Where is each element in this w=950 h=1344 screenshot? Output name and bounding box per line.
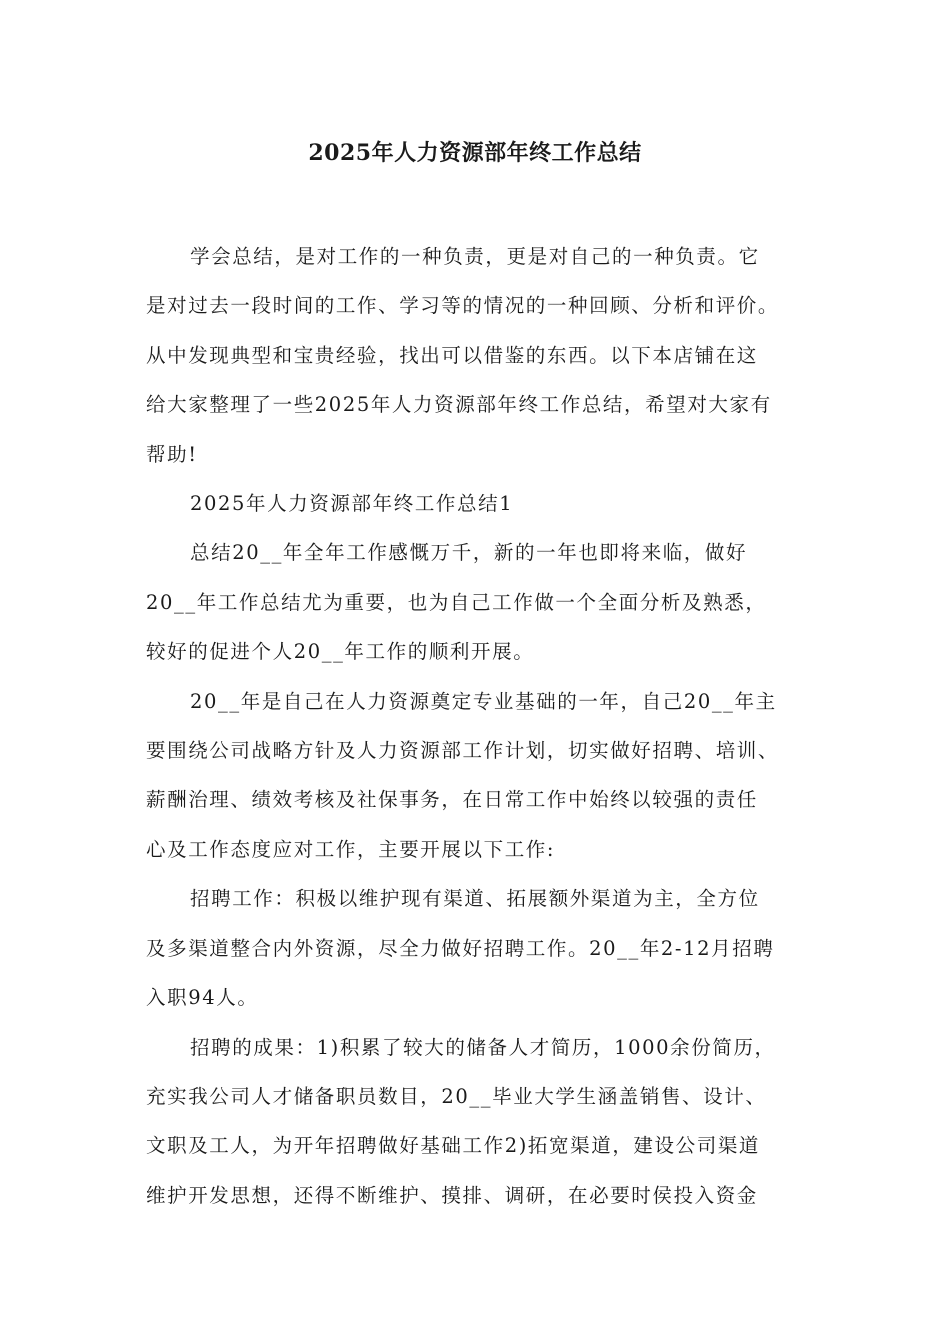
paragraph-line: 20__年是自己在人力资源奠定专业基础的一年，自己20__年主 xyxy=(190,689,777,713)
paragraph-line: 较好的促进个人20__年工作的顺利开展。 xyxy=(146,640,535,664)
document-title: 2025年人力资源部年终工作总结 xyxy=(308,140,642,166)
paragraph-line: 文职及工人，为开年招聘做好基础工作2)拓宽渠道，建设公司渠道 xyxy=(146,1134,761,1158)
document-body xyxy=(146,232,836,1220)
section-heading: 2025年人力资源部年终工作总结1 xyxy=(190,492,514,516)
paragraph-line: 维护开发思想，还得不断维护、摸排、调研，在必要时侯投入资金 xyxy=(146,1183,758,1207)
paragraph-line: 入职94人。 xyxy=(146,986,259,1010)
paragraph-line: 招聘工作：积极以维护现有渠道、拓展额外渠道为主，全方位 xyxy=(190,887,760,911)
paragraph-recruiting xyxy=(146,874,836,1022)
paragraph-foundation xyxy=(146,677,836,875)
intro-line: 从中发现典型和宝贵经验，找出可以借鉴的东西。以下本店铺在这 xyxy=(146,343,758,367)
paragraph-line: 充实我公司人才储备职员数目，20__毕业大学生涵盖销售、设计、 xyxy=(146,1084,767,1108)
paragraph-line: 招聘的成果：1)积累了较大的储备人才简历，1000余份简历， xyxy=(190,1035,776,1059)
intro-line: 给大家整理了一些2025年人力资源部年终工作总结，希望对大家有 xyxy=(146,393,772,417)
intro-line: 是对过去一段时间的工作、学习等的情况的一种回顾、分析和评价。 xyxy=(146,294,780,318)
intro-line: 帮助! xyxy=(146,442,198,466)
paragraph-summary xyxy=(146,528,836,676)
paragraph-line: 要围绕公司战略方针及人力资源部工作计划，切实做好招聘、培训、 xyxy=(146,739,780,763)
intro-line: 学会总结，是对工作的一种负责，更是对自己的一种负责。它 xyxy=(190,245,760,268)
intro-paragraph xyxy=(146,232,836,479)
paragraph-line: 及多渠道整合内外资源，尽全力做好招聘工作。20__年2-12月招聘 xyxy=(146,936,775,960)
paragraph-line: 薪酬治理、绩效考核及社保事务，在日常工作中始终以较强的责任 xyxy=(146,788,758,812)
paragraph-results xyxy=(146,1023,836,1221)
paragraph-line: 总结20__年全年工作感慨万千，新的一年也即将来临，做好 xyxy=(190,541,748,565)
paragraph-line: 心及工作态度应对工作，主要开展以下工作: xyxy=(146,837,556,861)
paragraph-line: 20__年工作总结尤为重要，也为自己工作做一个全面分析及熟悉， xyxy=(146,590,767,614)
